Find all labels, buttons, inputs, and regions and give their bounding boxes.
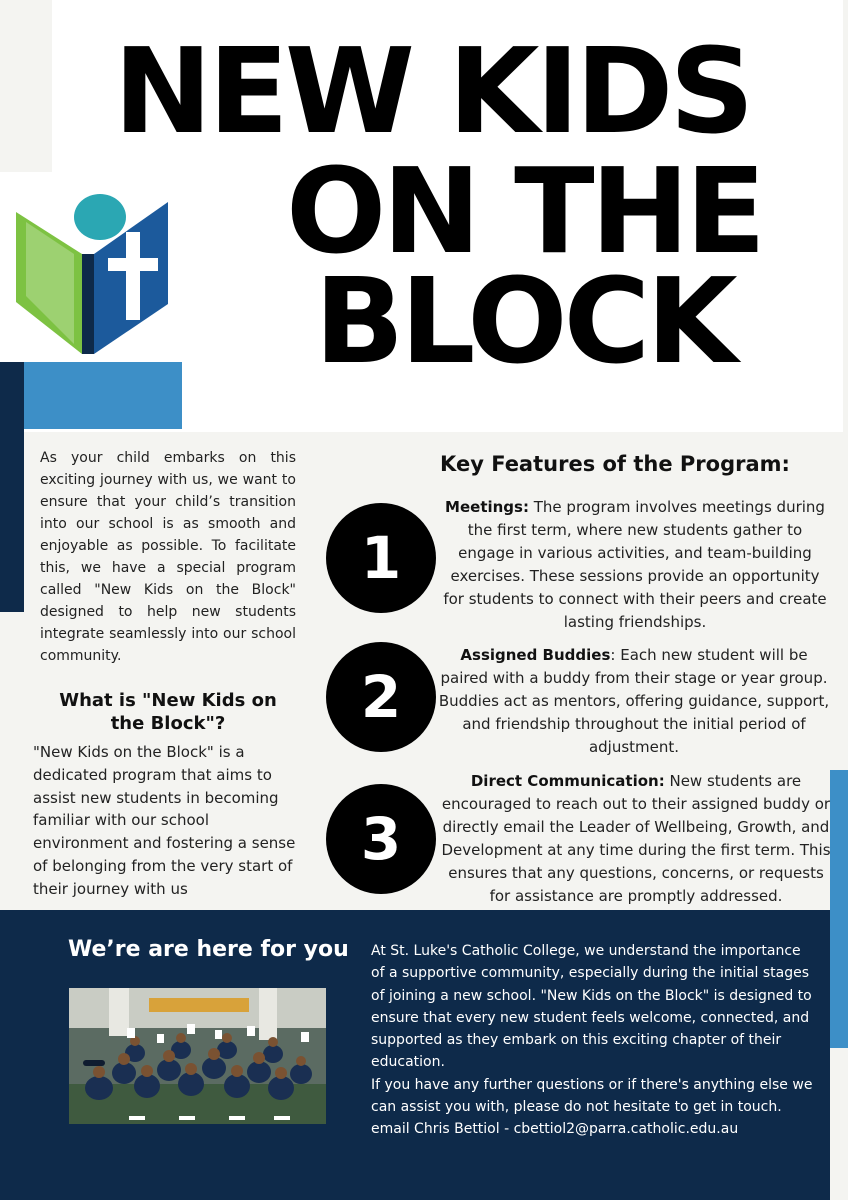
- student-group-photo: [69, 988, 326, 1124]
- feature-description: : Each new student will be paired with a buddy from their stage or year group. Buddies act as mentors, offering guidance, support, and friendship throughout the initial period of adjustment.: [438, 646, 830, 756]
- feature-description: The program involves meetings during the first term, where new students gather to engage in various activities, and team-building exercises. These sessions provide an opportunity for students to connect with their peers and create lasting friendships.: [443, 498, 827, 631]
- intro-paragraph: As your child embarks on this exciting journey with us, we want to ensure that your child’s transition into our school is as smooth and enjoyable as possible. To facilitate this, we have a special program called "New Kids on the Block" designed to help new students integrate seamlessly into our school community.: [40, 450, 296, 664]
- contact-email[interactable]: email Chris Bettiol - cbettiol2@parra.catholic.edu.au: [371, 1121, 739, 1138]
- title-line-1: NEW KIDS: [113, 22, 751, 160]
- school-crest-book-cross-icon: [12, 192, 172, 357]
- feature-title: Direct Communication:: [470, 772, 665, 790]
- features-heading: Key Features of the Program:: [440, 452, 790, 476]
- feature-number-1: 1: [326, 503, 436, 613]
- feature-number-2: 2: [326, 642, 436, 752]
- footer-paragraph: At St. Luke's Catholic College, we understand the importance of a supportive community, especially during the initial stages of joining a new school. "New Kids on the Block" is designed to ensure that every new student feels welcome, connected, and supported as they embark on this exciting chapter of their education.: [371, 943, 812, 1071]
- feature-assigned-buddies: [438, 644, 830, 759]
- footer-heading: We’re are here for you: [68, 937, 349, 962]
- decor-blue-block: [24, 362, 182, 429]
- feature-description: New students are encouraged to reach out to their assigned buddy or directly email the Leader of Wellbeing, Growth, and Development at any time during the first term. This ensures that any questions, concerns, or requests for assistance are promptly addressed.: [441, 772, 831, 905]
- feature-title: Assigned Buddies: [460, 646, 611, 664]
- feature-number-3: 3: [326, 784, 436, 894]
- decor-navy-bar: [0, 362, 24, 612]
- footer-paragraph: If you have any further questions or if there's anything else we can assist you with, please do not hesitate to get in touch.: [371, 1076, 813, 1116]
- feature-meetings: [440, 496, 830, 634]
- what-is-paragraph: "New Kids on the Block" is a dedicated program that aims to assist new students in becoming familiar with our school environment and fostering a sense of belonging from the very start of their journey with us: [33, 743, 296, 898]
- title-line-3: BLOCK: [314, 252, 734, 390]
- feature-direct-communication: [436, 770, 836, 908]
- feature-title: Meetings:: [445, 498, 529, 516]
- what-is-heading: What is "New Kids on the Block"?: [59, 690, 277, 734]
- footer-text: [371, 940, 813, 1141]
- title-line-2: ON THE: [285, 142, 762, 280]
